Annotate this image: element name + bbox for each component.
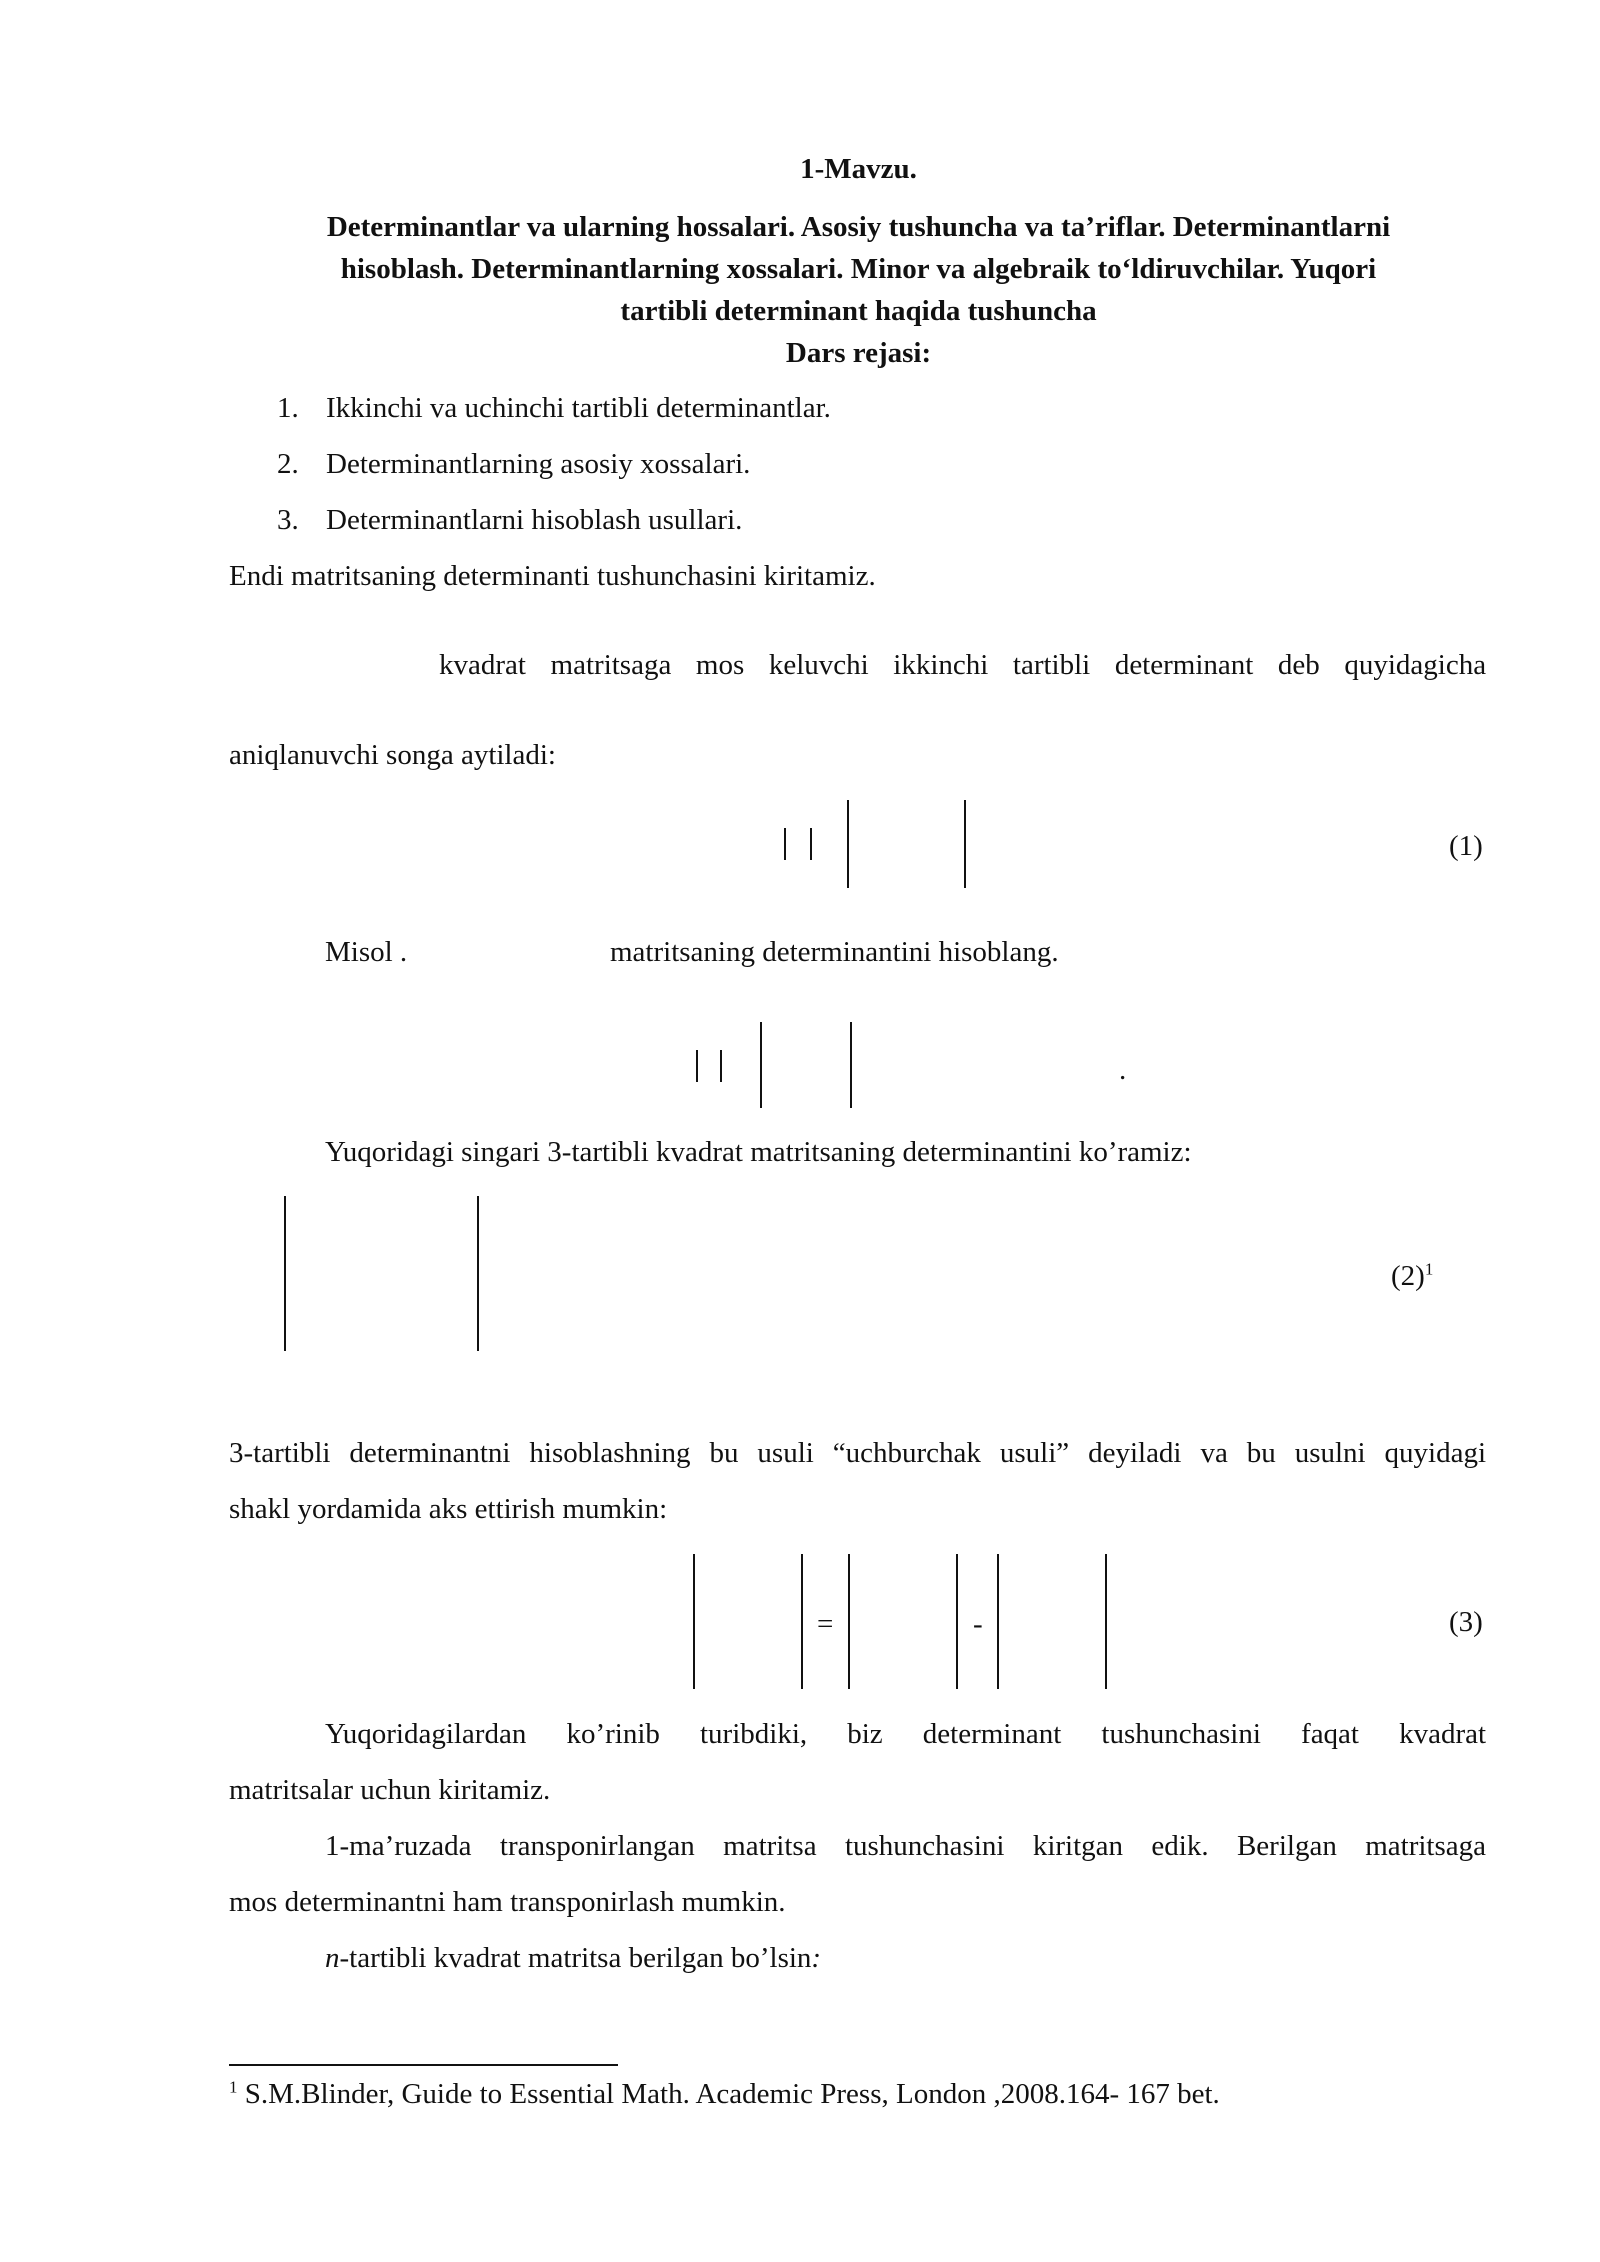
transpose-word: 1-ma’ruzada (325, 1830, 472, 1862)
transpose-word: tushunchasini (844, 1830, 1005, 1862)
definition-paragraph-continuation: aniqlanuvchi songa aytiladi: (229, 739, 556, 771)
equation-1-number: (1) (1449, 830, 1483, 862)
triangle-word: “uchburchak (832, 1437, 981, 1469)
equation-2-determinant-bar (477, 1196, 479, 1351)
transpose-continuation: mos determinantni ham transponirlash mumkin. (229, 1886, 786, 1918)
example-determinant-bar (760, 1022, 762, 1108)
equation-1-determinant-bar (964, 800, 966, 888)
equation-1-determinant-bar (847, 800, 849, 888)
triangle-word: usuli” (999, 1437, 1070, 1469)
transpose-word: edik. (1151, 1830, 1209, 1862)
equation-3-minus-sign: - (973, 1608, 983, 1640)
triangle-word: quyidagi (1384, 1437, 1487, 1469)
triangle-word: usulni (1294, 1437, 1366, 1469)
footnote-marker: 1 (229, 2077, 238, 2097)
triangle-word: bu (709, 1437, 739, 1469)
square-word: determinant (922, 1718, 1062, 1750)
footnote-text: S.M.Blinder, Guide to Essential Math. Academic Press, London ,2008.164- 167 bet. (244, 2078, 1220, 2110)
title-line-2: hisoblash. Determinantlarning xossalari. Minor va algebraik to‘ldiruvchilar. Yuqori (340, 253, 1377, 285)
equation-2-label: (2) (1391, 1260, 1425, 1292)
equation-3-equals-sign: = (817, 1608, 834, 1640)
footnote-separator (229, 2064, 618, 2066)
example-text: matritsaning determinantini hisoblang. (610, 936, 1059, 968)
equation-2-determinant-bar (284, 1196, 286, 1351)
equation-2-number (1391, 1260, 1433, 1293)
square-word: turibdiki, (700, 1718, 808, 1750)
equation-3-number: (3) (1449, 1606, 1483, 1638)
transpose-word: matritsaga (1365, 1830, 1486, 1862)
transpose-word: matritsa (723, 1830, 817, 1862)
definition-word: keluvchi (768, 649, 869, 681)
plan-item-2-number: 2. (277, 448, 299, 480)
title-line-3: tartibli determinant haqida tushuncha (620, 295, 1097, 327)
definition-word: mos (695, 649, 745, 681)
equation-3-determinant-bar (997, 1554, 999, 1689)
plan-item-1-number: 1. (277, 392, 299, 424)
triangle-word: hisoblashning (529, 1437, 691, 1469)
triangle-word: deyiladi (1088, 1437, 1182, 1469)
example-label: Misol . (325, 936, 408, 968)
equation-1-abs-bar (810, 828, 812, 860)
n-variable: n (325, 1942, 340, 1974)
triangle-word: va (1200, 1437, 1228, 1469)
square-matrices-continuation: matritsalar uchun kiritamiz. (229, 1774, 551, 1806)
square-word: faqat (1301, 1718, 1359, 1750)
equation-3-determinant-bar (801, 1554, 803, 1689)
equation-3-determinant-bar (848, 1554, 850, 1689)
square-word: ko’rinib (566, 1718, 660, 1750)
intro-paragraph: Endi matritsaning determinanti tushunchasini kiritamiz. (229, 560, 876, 592)
equation-3-determinant-bar (1105, 1554, 1107, 1689)
definition-word: ikkinchi (893, 649, 989, 681)
square-word: Yuqoridagilardan (325, 1718, 527, 1750)
definition-word: tartibli (1012, 649, 1091, 681)
square-matrices-line (325, 1718, 1486, 1751)
triangle-method-line (229, 1437, 1486, 1470)
example-abs-bar (696, 1050, 698, 1082)
transpose-word: transponirlangan (499, 1830, 695, 1862)
footnote (229, 2078, 1220, 2111)
triangle-word: usuli (757, 1437, 814, 1469)
definition-word: kvadrat (439, 649, 526, 681)
plan-item-3-text: Determinantlarni hisoblash usullari. (326, 504, 743, 536)
example-determinant-bar (850, 1022, 852, 1108)
plan-item-1-text: Ikkinchi va uchinchi tartibli determinantlar. (326, 392, 831, 424)
definition-word: quyidagicha (1344, 649, 1487, 681)
square-word: tushunchasini (1101, 1718, 1261, 1750)
title-line-1: Determinantlar va ularning hossalari. Asosiy tushuncha va ta’riflar. Determinantlarni (326, 211, 1391, 243)
plan-item-2-text: Determinantlarning asosiy xossalari. (326, 448, 751, 480)
topic-number: 1-Mavzu. (800, 153, 917, 185)
triangle-word: 3-tartibli (229, 1437, 331, 1469)
third-order-intro: Yuqoridagi singari 3-tartibli kvadrat matritsaning determinantini ko’ramiz: (325, 1136, 1192, 1168)
example-abs-bar (720, 1050, 722, 1082)
triangle-method-continuation: shakl yordamida aks ettirish mumkin: (229, 1493, 668, 1525)
plan-item-3-number: 3. (277, 504, 299, 536)
nth-order-colon: : (811, 1942, 822, 1974)
nth-order-text: -tartibli kvadrat matritsa berilgan bo’lsin (339, 1942, 812, 1974)
square-word: kvadrat (1399, 1718, 1487, 1750)
nth-order-sentence (325, 1942, 821, 1975)
definition-word: matritsaga (550, 649, 672, 681)
transpose-word: Berilgan (1236, 1830, 1337, 1862)
triangle-word: determinantni (349, 1437, 511, 1469)
definition-word: deb (1277, 649, 1320, 681)
definition-paragraph-line (439, 649, 1486, 682)
square-word: biz (847, 1718, 883, 1750)
transpose-word: kiritgan (1032, 1830, 1124, 1862)
example-result-dot: . (1119, 1054, 1127, 1086)
equation-3-determinant-bar (693, 1554, 695, 1689)
transpose-line (325, 1830, 1486, 1863)
plan-heading: Dars rejasi: (785, 337, 932, 369)
footnote-reference: 1 (1424, 1259, 1434, 1279)
definition-word: determinant (1114, 649, 1254, 681)
triangle-word: bu (1246, 1437, 1276, 1469)
equation-3-determinant-bar (956, 1554, 958, 1689)
equation-1-abs-bar (784, 828, 786, 860)
